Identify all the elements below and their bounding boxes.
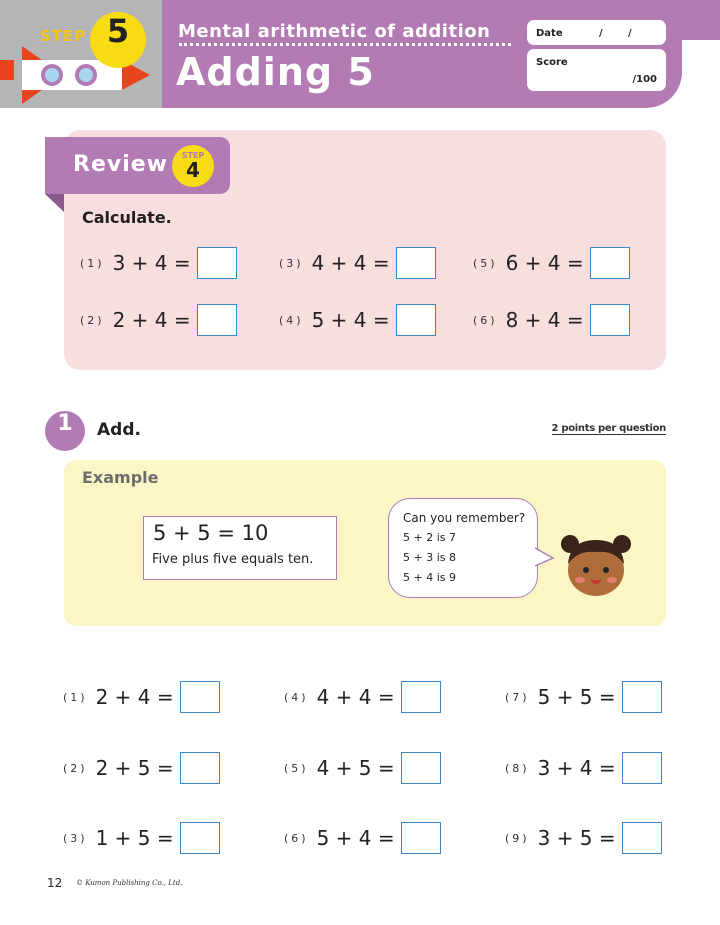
- answer-box[interactable]: [180, 822, 220, 854]
- speech-bubble: [388, 498, 538, 598]
- answer-box[interactable]: [622, 822, 662, 854]
- answer-box[interactable]: [401, 681, 441, 713]
- problem-equation: 5 + 4 =: [316, 826, 395, 850]
- problem-number: (2): [63, 761, 88, 775]
- addition-problem: [63, 821, 220, 855]
- copyright-notice: © Kumon Publishing Co., Ltd.: [76, 879, 183, 887]
- review-problem: [279, 246, 436, 280]
- addition-problem: [284, 751, 441, 785]
- speech-bubble-tail: [535, 546, 555, 568]
- answer-box[interactable]: [401, 752, 441, 784]
- problem-equation: 4 + 4 =: [311, 251, 390, 275]
- answer-box[interactable]: [396, 304, 436, 336]
- example-words: Five plus five equals ten.: [152, 552, 314, 567]
- score-label: Score: [536, 57, 568, 68]
- date-field[interactable]: [527, 20, 666, 45]
- review-problem: [473, 303, 630, 337]
- answer-box[interactable]: [401, 822, 441, 854]
- addition-problem: [505, 821, 662, 855]
- problem-number: (1): [80, 256, 105, 270]
- example-equation: 5 + 5 = 10: [153, 521, 269, 545]
- review-problem: [473, 246, 630, 280]
- score-field[interactable]: [527, 49, 666, 91]
- addition-problem: [505, 751, 662, 785]
- addition-problem: [284, 821, 441, 855]
- problem-equation: 3 + 4 =: [112, 251, 191, 275]
- problem-number: (6): [473, 313, 498, 327]
- answer-box[interactable]: [622, 752, 662, 784]
- points-note: 2 points per question: [551, 423, 666, 434]
- score-max: /100: [632, 74, 657, 85]
- problem-number: (3): [279, 256, 304, 270]
- problem-equation: 1 + 5 =: [95, 826, 174, 850]
- problem-number: (5): [284, 761, 309, 775]
- section-title: Add.: [97, 420, 141, 440]
- problem-equation: 2 + 4 =: [95, 685, 174, 709]
- bubble-line: 5 + 3 is 8: [403, 551, 456, 564]
- example-label: Example: [82, 468, 159, 487]
- problem-number: (4): [279, 313, 304, 327]
- bubble-line: 5 + 4 is 9: [403, 571, 456, 584]
- date-separator: /: [599, 28, 603, 39]
- title-divider: [179, 43, 511, 46]
- problem-number: (2): [80, 313, 105, 327]
- answer-box[interactable]: [590, 304, 630, 336]
- step-number-badge: 5: [90, 12, 146, 68]
- addition-problem: [63, 680, 220, 714]
- problem-number: (3): [63, 831, 88, 845]
- answer-box[interactable]: [590, 247, 630, 279]
- answer-box[interactable]: [197, 304, 237, 336]
- page-number: 12: [47, 876, 63, 890]
- example-box: [143, 516, 337, 580]
- problem-equation: 4 + 4 =: [316, 685, 395, 709]
- header-band: [682, 0, 720, 40]
- bubble-title: Can you remember?: [403, 511, 526, 525]
- review-problem: [80, 246, 237, 280]
- answer-box[interactable]: [197, 247, 237, 279]
- problem-equation: 6 + 4 =: [505, 251, 584, 275]
- problem-equation: 2 + 5 =: [95, 756, 174, 780]
- review-step-badge: [172, 145, 214, 187]
- answer-box[interactable]: [180, 752, 220, 784]
- review-label: Review: [73, 152, 168, 177]
- girl-character-icon: [556, 530, 636, 600]
- answer-box[interactable]: [396, 247, 436, 279]
- answer-box[interactable]: [622, 681, 662, 713]
- page-subtitle: Mental arithmetic of addition: [178, 21, 491, 42]
- review-badge-step-label: STEP: [181, 151, 205, 160]
- date-label: Date: [536, 28, 563, 39]
- addition-problem: [284, 680, 441, 714]
- review-problem: [80, 303, 237, 337]
- review-badge-number: 4: [186, 158, 200, 182]
- problem-equation: 5 + 4 =: [311, 308, 390, 332]
- problem-number: (4): [284, 690, 309, 704]
- addition-problem: [63, 751, 220, 785]
- problem-equation: 4 + 5 =: [316, 756, 395, 780]
- review-instruction: Calculate.: [82, 208, 172, 227]
- step-label: STEP: [40, 27, 87, 45]
- answer-box[interactable]: [180, 681, 220, 713]
- problem-number: (9): [505, 831, 530, 845]
- problem-number: (5): [473, 256, 498, 270]
- section-number-badge: 1: [45, 411, 85, 451]
- review-tag-fold: [45, 194, 64, 212]
- problem-equation: 8 + 4 =: [505, 308, 584, 332]
- bubble-line: 5 + 2 is 7: [403, 531, 456, 544]
- problem-equation: 3 + 4 =: [537, 756, 616, 780]
- review-problem: [279, 303, 436, 337]
- problem-number: (8): [505, 761, 530, 775]
- problem-equation: 2 + 4 =: [112, 308, 191, 332]
- page-title: Adding 5: [176, 50, 375, 94]
- problem-number: (6): [284, 831, 309, 845]
- problem-number: (7): [505, 690, 530, 704]
- date-separator: /: [628, 28, 632, 39]
- addition-problem: [505, 680, 662, 714]
- problem-number: (1): [63, 690, 88, 704]
- problem-equation: 5 + 5 =: [537, 685, 616, 709]
- problem-equation: 3 + 5 =: [537, 826, 616, 850]
